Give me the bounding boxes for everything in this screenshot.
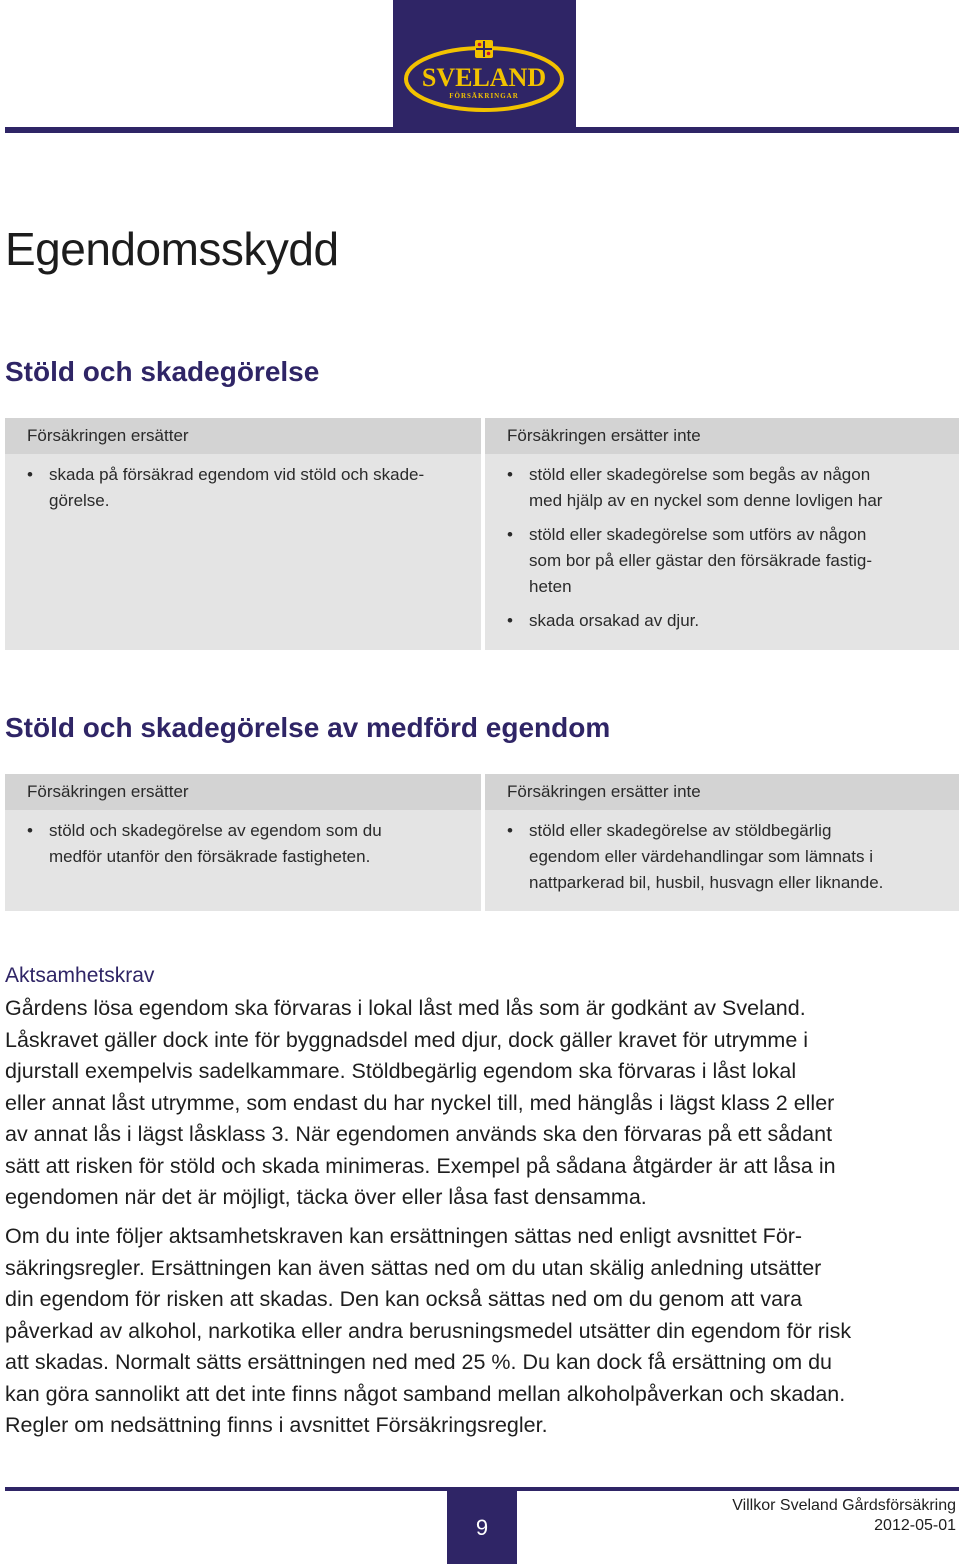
bullet-icon: • [27,465,33,484]
bullet-icon: • [507,821,513,840]
list-item: • stöld eller skadegörelse som begås av någon med hjälp av en nyckel som denne lovligen har [507,462,937,514]
section-heading-carried-property: Stöld och skadegörelse av medförd egendom [5,712,611,743]
care-requirements-heading: Aktsamhetskrav [5,964,155,987]
list-item: • stöld och skadegörelse av egendom som du medför utanför den försäkrade fastigheten. [27,818,459,870]
not-covered-header: Försäkringen ersätter inte [485,774,959,810]
doc-date: 2012-05-01 [874,1517,956,1534]
crest-icon [475,40,493,58]
care-paragraph-2: Om du inte följer aktsamhetskraven kan ersättningen sättas ned enligt avsnittet För- säkringsregler. Ersättningen kan även sättas ned om du utan skälig anledning utsätter din egendom för risken att skadas. Den kan också sättas ned om du genom att vara påverkad av alkohol, narkotika eller andra berusningsmedel utsätter din egendom för risk att skadas. Normalt sätts ersättningen ned med 25 %. Du kan dock få ersättning om du kan göra sannolikt att det inte finns något samband mellan alkoholpåverkan och skadan. Regler om nedsättning finns i avsnittet Försäkringsregler. [5,1224,852,1437]
not-covered-list [507,462,937,634]
not-covered-list [507,818,937,896]
covered-list [27,462,459,514]
list-item: • stöld eller skadegörelse av stöldbegärlig egendom eller värdehandlingar som lämnats i nattparkerad bil, husbil, husvagn eller liknande. [507,818,937,896]
list-item: • stöld eller skadegörelse som utförs av någon som bor på eller gästar den försäkrade fastig- heten [507,522,937,600]
bullet-icon: • [507,611,513,630]
section-heading-theft: Stöld och skadegörelse [5,356,320,387]
coverage-table-theft [5,418,959,650]
not-covered-column [485,418,959,650]
coverage-table-carried-property [5,774,959,911]
page-title: Egendomsskydd [5,223,339,275]
bullet-icon: • [27,821,33,840]
bullet-icon: • [507,525,513,544]
svg-text:FÖRSÄKRINGAR: FÖRSÄKRINGAR [449,92,519,100]
covered-column [5,774,481,911]
footer-meta [732,1496,956,1536]
list-item: • skada på försäkrad egendom vid stöld och skade- görelse. [27,462,459,514]
bullet-icon: • [507,465,513,484]
sveland-logo [403,38,565,114]
covered-column [5,418,481,650]
list-item: • skada orsakad av djur. [507,608,937,634]
covered-header: Försäkringen ersätter [5,418,481,454]
covered-header: Försäkringen ersätter [5,774,481,810]
care-paragraph-1: Gårdens lösa egendom ska förvaras i lokal låst med lås som är godkänt av Sveland. Låskravet gäller dock inte för byggnadsdel med djur, dock gäller kravet för utrymme i djurstall exempelvis sadelkammare. Stöldbegärlig egendom ska förvaras i låst lokal eller annat låst utrymme, som endast du har nyckel till, med hänglås i lägst klass 2 eller av annat lås i lägst låsklass 3. När egendomen används ska den förvaras på ett sådant sätt att risken för stöld och skada minimeras. Exempel på sådana åtgärder är att låsa in egendomen när det är möjligt, täcka över eller låsa fast densamma. [5,996,836,1209]
not-covered-column [485,774,959,911]
header-rule [5,127,959,133]
page-number: 9 [447,1491,517,1564]
not-covered-header: Försäkringen ersätter inte [485,418,959,454]
doc-title: Villkor Sveland Gårdsförsäkring [732,1497,956,1514]
svg-text:SVELAND: SVELAND [421,63,547,92]
covered-list [27,818,459,870]
